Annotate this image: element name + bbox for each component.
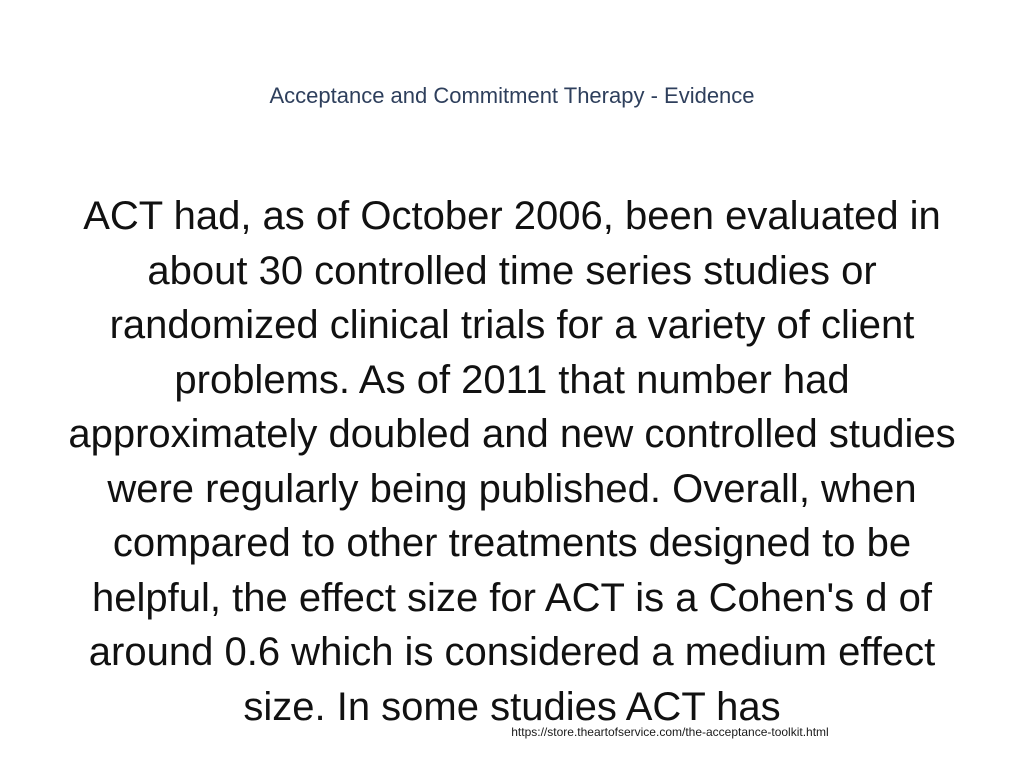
footer-url-link[interactable]: https://store.theartofservice.com/the-acceptance-toolkit.html [511,725,829,739]
footer-url [0,725,1024,739]
slide-title: Acceptance and Commitment Therapy - Evidence [269,83,755,108]
slide-body-text: ACT had, as of October 2006, been evaluated in about 30 controlled time series studies or randomized clinical trials for a variety of client problems. As of 2011 that number had approximately doubled and new controlled studies were regularly being published. Overall, when compared to other treatments designed to be helpful, the effect size for ACT is a Cohen's d of around 0.6 which is considered a medium effect size. In some studies ACT has [68,194,956,729]
